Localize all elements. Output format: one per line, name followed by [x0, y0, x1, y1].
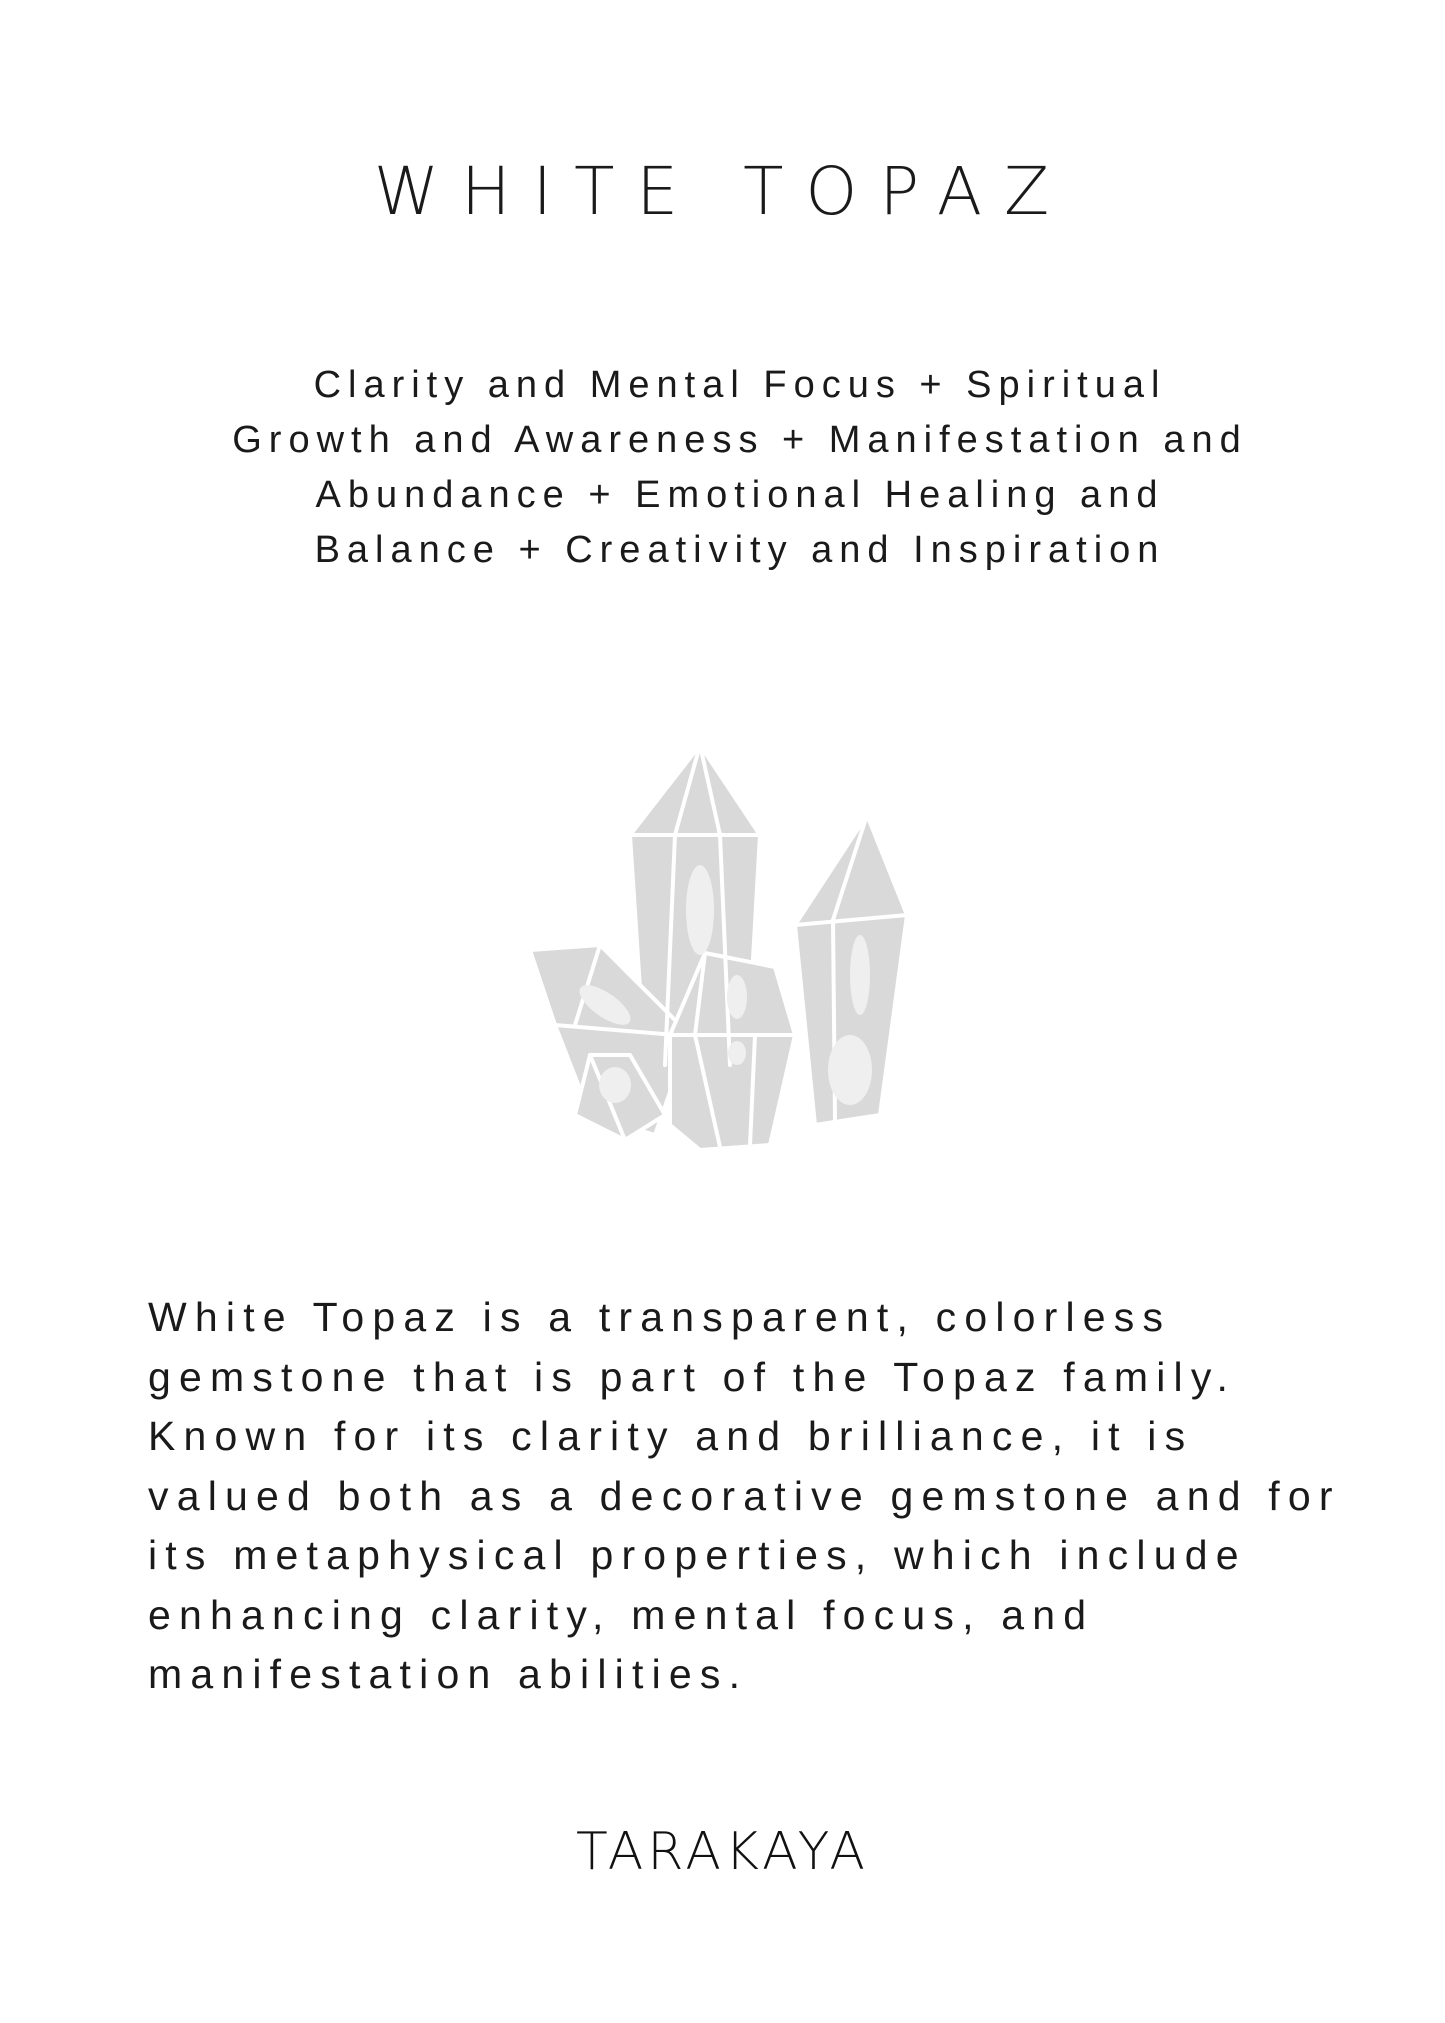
- subtitle-line: Abundance + Emotional Healing and: [315, 474, 1165, 516]
- description-line: gemstone that is part of the Topaz family.: [148, 1353, 1237, 1400]
- subtitle-line: Balance + Creativity and Inspiration: [314, 529, 1166, 571]
- brand-name: TARAKAYA: [576, 1822, 869, 1882]
- description-line: White Topaz is a transparent, colorless: [148, 1294, 1172, 1340]
- crystal-cluster-icon: [515, 735, 915, 1165]
- description-line: its metaphysical properties, which include: [148, 1532, 1247, 1578]
- description-line: enhancing clarity, mental focus, and: [148, 1591, 1095, 1638]
- description-paragraph: [148, 1288, 1408, 1705]
- description-line: manifestation abilities.: [148, 1651, 749, 1697]
- subtitle-line: Growth and Awareness + Manifestation and: [232, 419, 1248, 461]
- description-line: valued both as a decorative gemstone and for: [148, 1472, 1341, 1519]
- subtitle-line: Clarity and Mental Focus + Spiritual: [313, 364, 1167, 406]
- properties-subtitle: [190, 358, 1290, 578]
- description-line: Known for its clarity and brilliance, it is: [148, 1413, 1194, 1459]
- page-title: WHITE TOPAZ: [373, 153, 1072, 230]
